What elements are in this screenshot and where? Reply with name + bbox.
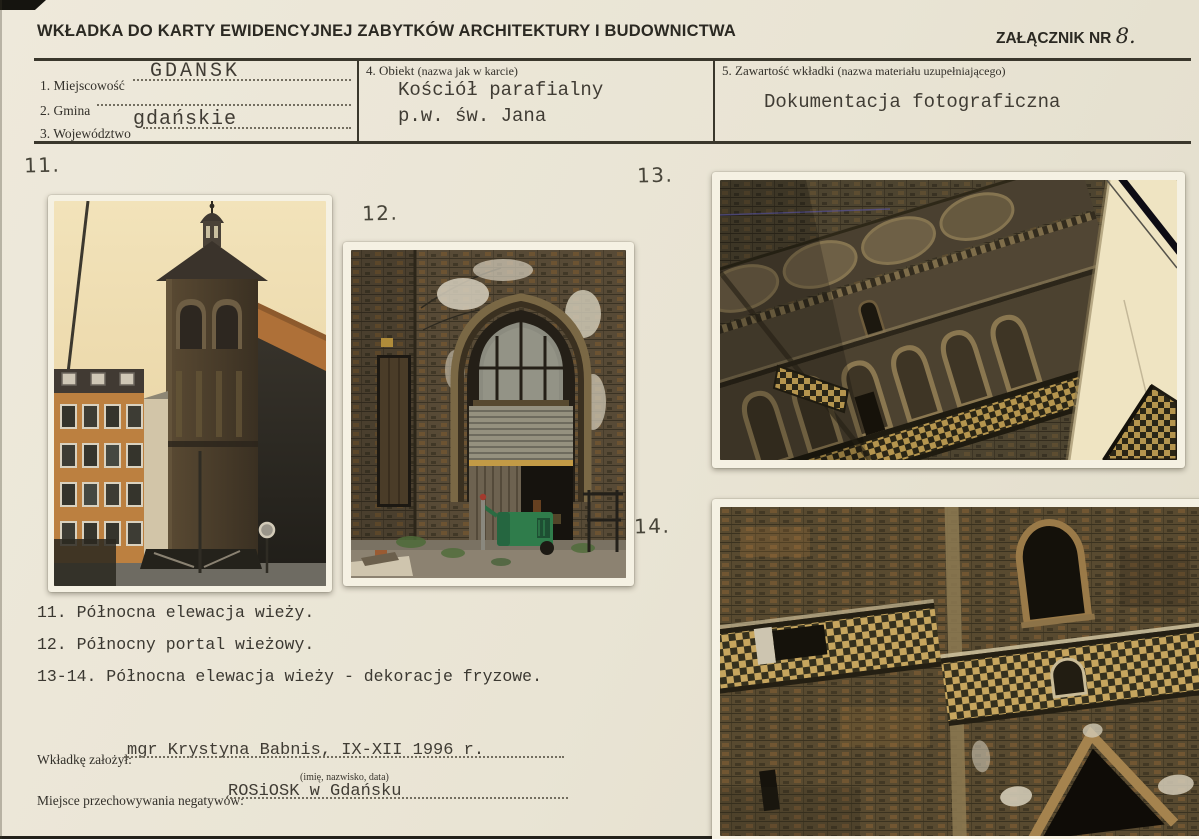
field-dots-gmina <box>97 104 351 106</box>
caption-photo-12: 12. Północny portal wieżowy. <box>37 635 315 654</box>
founder-value: mgr Krystyna Babnis, IX-XII 1996 r. <box>127 741 485 760</box>
field-label-wojewodztwo: 3. Województwo <box>40 126 131 141</box>
founder-label: Wkładkę założył: <box>37 752 132 767</box>
attachment-label: ZAŁĄCZNIK NR 8. <box>996 24 1136 48</box>
photo-12-number: 12. <box>361 200 399 226</box>
photo-11 <box>48 195 332 592</box>
content-box-label: 5. Zawartość wkładki (nazwa materiału uzupełniającego) <box>722 63 1006 78</box>
object-box-hint: (nazwa jak w karcie) <box>417 64 518 78</box>
photo-14-image <box>720 507 1199 836</box>
table-rule-bottom <box>34 141 1191 144</box>
page-title: WKŁADKA DO KARTY EWIDENCYJNEJ ZABYTKÓW ARCHITEKTURY I BUDOWNICTWA <box>37 22 736 40</box>
photo-12-image <box>351 250 626 578</box>
photo-11-image <box>54 201 326 586</box>
photo-13 <box>712 172 1185 468</box>
field-value-miejscowosc: GDANSK <box>150 60 241 83</box>
object-name-line1: Kościół parafialny <box>398 79 604 101</box>
table-rule-v2 <box>713 58 715 144</box>
field-label-gmina: 2. Gmina <box>40 103 91 118</box>
content-value: Dokumentacja fotograficzna <box>764 91 1061 113</box>
caption-photos-13-14: 13-14. Północna elewacja wieży - dekoracje fryzowe. <box>37 667 542 686</box>
negatives-label: Miejsce przechowywania negatywów: <box>37 793 244 808</box>
founder-hint: (imię, nazwisko, data) <box>300 772 389 783</box>
object-box-label: 4. Obiekt (nazwa jak w karcie) <box>366 63 518 78</box>
photo-14-number: 14. <box>633 513 671 539</box>
field-value-wojewodztwo: gdańskie <box>133 108 238 131</box>
photo-13-number: 13. <box>636 162 674 188</box>
object-name-line2: p.w. św. Jana <box>398 105 547 127</box>
scan-corner-artifact <box>0 0 46 10</box>
photo-13-image <box>720 180 1177 460</box>
photo-11-number: 11. <box>23 152 61 178</box>
content-box-hint: (nazwa materiału uzupełniającego) <box>837 64 1006 78</box>
founder-dots <box>124 756 564 758</box>
photo-12 <box>343 242 634 586</box>
scan-left-edge <box>0 0 2 839</box>
attachment-number-handwritten: 8. <box>1115 24 1136 48</box>
caption-photo-11: 11. Północna elewacja wieży. <box>37 603 315 622</box>
photo-14 <box>712 499 1199 839</box>
negatives-dots <box>226 797 568 799</box>
negatives-value: ROSiOSK w Gdańsku <box>228 782 402 801</box>
table-rule-v1 <box>357 58 359 144</box>
field-label-miejscowosc: 1. Miejscowość <box>40 78 125 93</box>
